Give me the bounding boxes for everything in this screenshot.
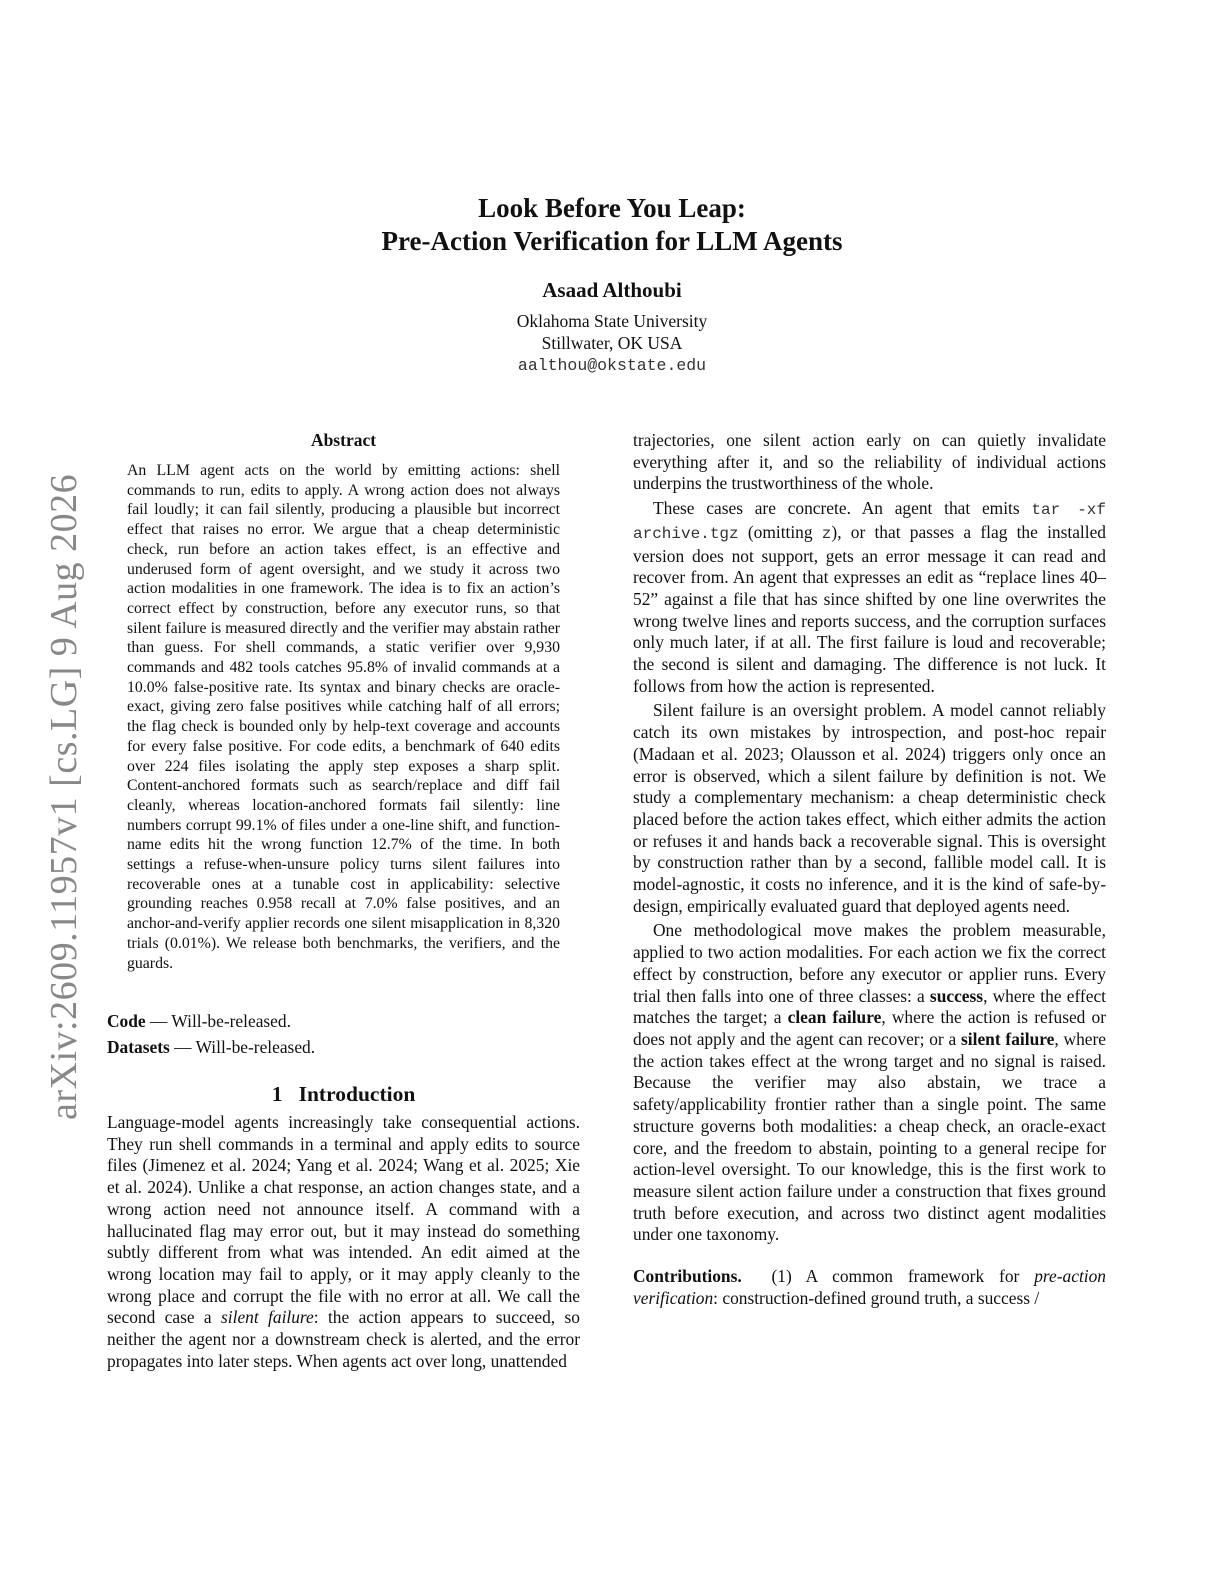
intro-text-a: Language-model agents increasingly take consequential actions. They run shell commands in a terminal and apply edits to source files (Jimenez et al. 2024; Yang et al. 2024; Wang et al. 2025; Xie et al. 2024). Unlike a chat response, an action changes state, and a wrong action need not announce itself. A command with a hallucinated flag may error out, but it may instead do something subtly different from what was intended. An edit aimed at the wrong location may fail to apply, or it may apply cleanly to the wrong place and corrupt the file with no error at all. We call the second case a (107, 1112, 580, 1328)
author-name: Asaad Althoubi (542, 278, 682, 302)
abstract-heading: Abstract (310, 430, 377, 450)
section-title: Introduction (298, 1082, 416, 1106)
term-success: success (929, 985, 984, 1006)
p4-text-a: One methodological move makes the problem measurable, applied to two action modalities. For each action we fix the correct effect by construction, before any executor or applier runs. Every trial then falls into one of three classes: a (633, 920, 1106, 1006)
right-paragraph-1: trajectories, one silent action early on can quietly invalidate everything after it, and so the reliability of individual actions underpins the trustworthiness of the whole. (633, 430, 1106, 494)
author-location: Stillwater, OK USA (541, 333, 683, 353)
contributions-text-a: (1) A common framework for (741, 1266, 1035, 1287)
intro-emphasis-silent-failure: silent failure (221, 1307, 314, 1328)
datasets-availability (107, 1037, 315, 1059)
p2-text-b: (omitting (738, 521, 822, 542)
abstract-body: An LLM agent acts on the world by emitting actions: shell commands to run, edits to apply. A wrong action does not always fail loudly; it can fail silently, producing a plausible but incorrect effect that raises no error. We argue that a cheap deterministic check, run before an action takes effect, is an effective and underused form of agent oversight, and we study it across two action modalities in one framework. The idea is to fix an action’s correct effect by construction, before any executor runs, so that silent failure is measured directly and the verifier may abstain rather than guess. For shell commands, a static verifier over 9,930 commands and 482 tools catches 95.8% of invalid commands at a 10.0% false-positive rate. Its syntax and binary checks are oracle-exact, giving zero false positives while catching half of all errors; the flag check is bounded only by help-text coverage and accounts for every false positive. For code edits, a benchmark of 640 edits over 224 files isolating the apply step exposes a sharp split. Content-anchored formats such as search/replace and diff fail cleanly, whereas location-anchored formats fail silently: line numbers corrupt 99.1% of files under a one-line shift, and function-name edits hit the wrong function 12.7% of the time. In both settings a refuse-when-unsure policy turns silent failures into recoverable ones at a tunable cost in applicability: selective grounding reaches 0.958 recall at 7.0% false positives, and an anchor-and-verify applier records one silent misapplication in 8,320 trials (0.01%). We release both benchmarks, the verifiers, and the guards. (127, 462, 560, 972)
p4-text-c: , where the action is refused or does not apply and the agent can recover; or a (633, 1007, 1107, 1049)
intro-text-b: : the action appears to succeed, so neither the agent nor a downstream check is alerted, and the error propagates into later steps. When agents act over long, unattended (107, 1307, 580, 1371)
term-silent-failure: silent failure (961, 1028, 1055, 1049)
term-clean-failure: clean failure (787, 1007, 882, 1028)
datasets-label: Datasets (107, 1037, 170, 1057)
section-heading-introduction (107, 1082, 580, 1107)
code-snippet-z: z (821, 524, 832, 543)
contributions-text-b: : construction-defined ground truth, a success / (713, 1287, 1040, 1308)
right-column (633, 430, 1106, 1309)
p2-text-c: ), or that passes a flag the installed version does not support, gets an error message it can read and recover from. An agent that expresses an edit as “replace lines 40–52” against a file that has since shifted by one line overwrites the wrong twelve lines and reports success, and the corruption surfaces only much later, if at all. The first failure is loud and recoverable; the second is silent and damaging. The difference is not luck. It follows from how the action is represented. (633, 521, 1106, 696)
code-snippet-tar: tar -xf archive.tgz (633, 501, 1107, 543)
intro-paragraph-1 (107, 1112, 580, 1372)
contributions-emphasis: pre-action verification (633, 1266, 1106, 1308)
datasets-value: — Will-be-released. (169, 1037, 316, 1057)
right-paragraph-3: Silent failure is an oversight problem. A model cannot reliably catch its own mistakes by introspection, and post-hoc repair (Madaan et al. 2023; Olausson et al. 2024) triggers only once an error is observed, which a silent failure by definition is not. We study a complementary mechanism: a cheap deterministic check placed before the action takes effect, which either admits the action or refuses it and hands back a recoverable signal. This is oversight by construction rather than by a second, fallible model call. It is model-agnostic, it costs no inference, and it is the kind of safe-by-design, empirically evaluated guard that deployed agents need. (633, 700, 1106, 916)
right-paragraph-4 (633, 920, 1106, 1246)
contributions-paragraph (633, 1266, 1106, 1309)
p2-text-a: These cases are concrete. An agent that emits (653, 498, 1032, 519)
author-email: aalthou@okstate.edu (517, 356, 707, 375)
section-number: 1 (271, 1082, 283, 1106)
contributions-label: Contributions. (633, 1266, 742, 1287)
code-value: — Will-be-released. (145, 1011, 291, 1031)
paper-title-line-2: Pre-Action Verification for LLM Agents (381, 226, 843, 256)
arxiv-identifier: arXiv:2609.11957v1 [cs.LG] 9 Aug 2026 (43, 473, 85, 1120)
code-availability (107, 1011, 291, 1033)
p4-text-d: , where the action takes effect at the wrong target and no signal is raised. Because the verifier may also abstain, we trace a safety/applicability frontier rather than a single point. The same structure governs both modalities: a cheap check, an oracle-exact core, and the freedom to abstain, pointing to a general recipe for action-level oversight. To our knowledge, this is the first work to measure silent action failure under a construction that fixes ground truth before execution, and across two distinct agent modalities under one taxonomy. (633, 1028, 1107, 1245)
right-paragraph-2 (633, 498, 1106, 697)
author-affiliation: Oklahoma State University (516, 311, 708, 331)
paper-title-line-1: Look Before You Leap: (478, 193, 746, 223)
code-label: Code (107, 1011, 146, 1031)
p4-text-b: , where the effect matches the target; a (633, 985, 1106, 1028)
